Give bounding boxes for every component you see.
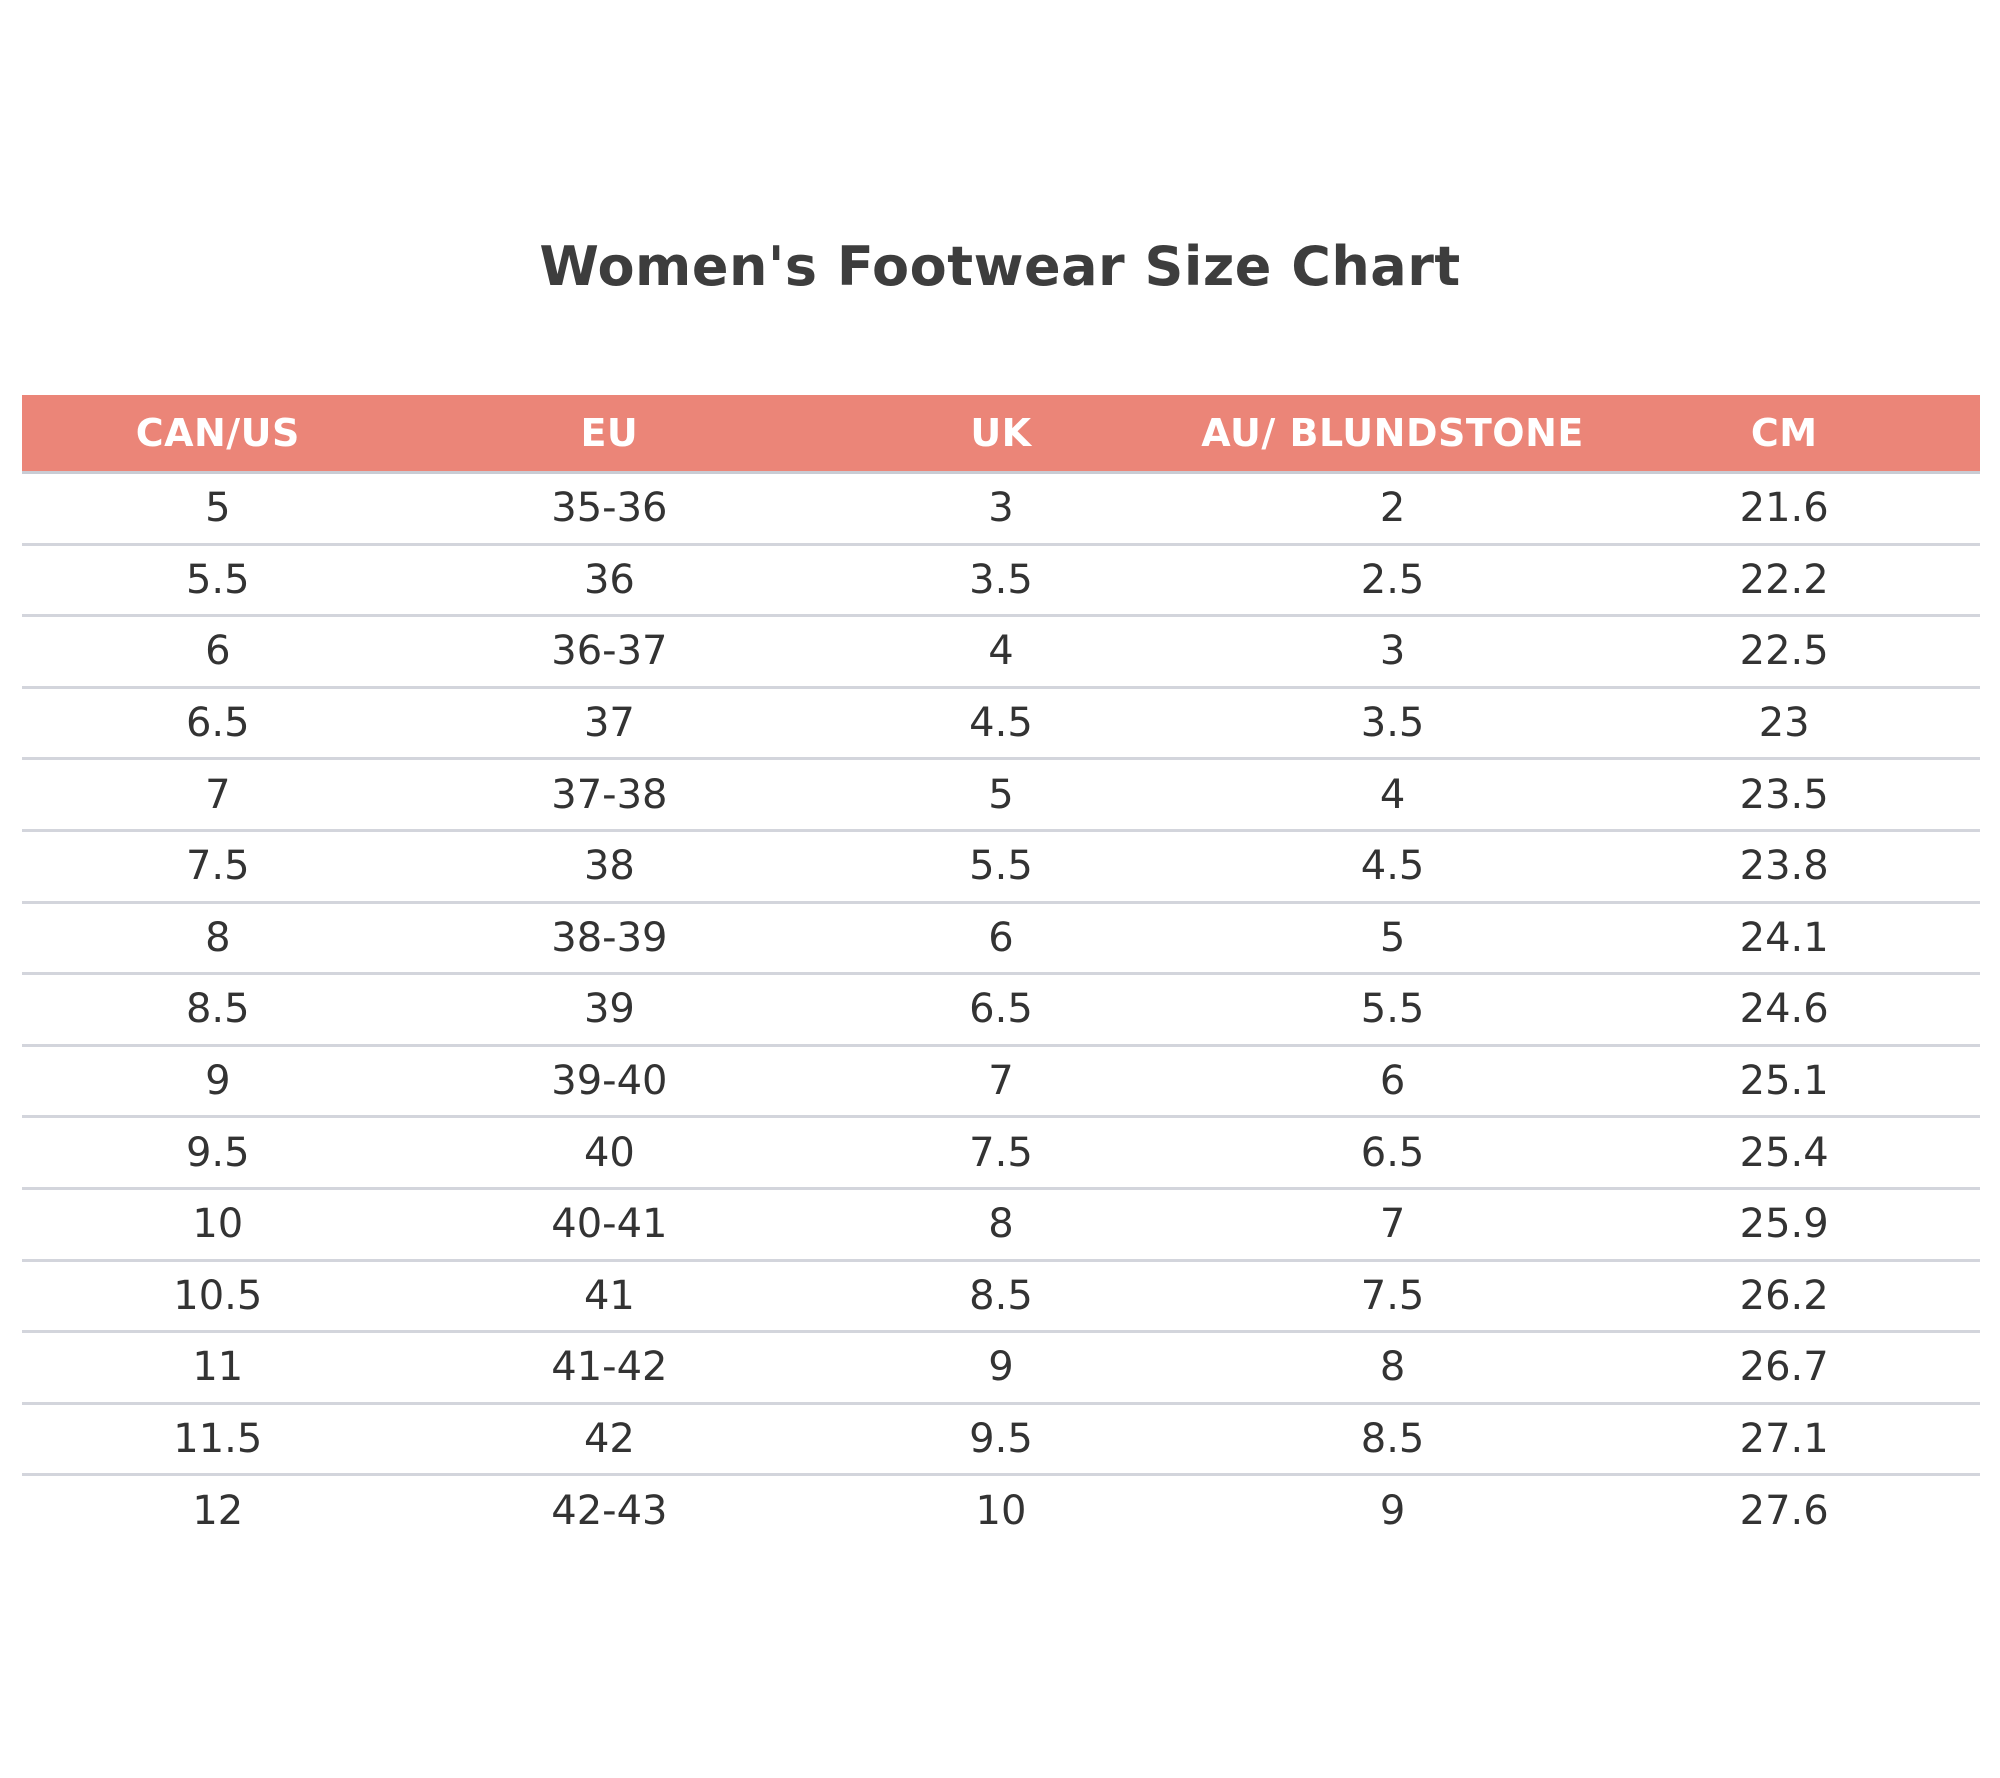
table-row	[22, 616, 1980, 688]
cell-eu: 41	[583, 1272, 635, 1319]
cell-can-us: 5.5	[185, 556, 250, 603]
cell-can-us: 11	[192, 1344, 244, 1391]
cell-eu: 37-38	[551, 771, 668, 818]
cell-cm: 21.6	[1739, 485, 1829, 532]
table-row	[22, 687, 1980, 759]
cell-cm: 23	[1758, 700, 1810, 747]
cell-eu: 38-39	[551, 914, 668, 961]
cell-can-us: 6	[205, 628, 231, 675]
cell-eu: 40	[583, 1129, 635, 1176]
cell-au-blundstone: 5	[1379, 914, 1406, 961]
size-table	[22, 395, 1980, 1546]
table-row	[22, 902, 1980, 974]
cell-uk: 9.5	[969, 1416, 1033, 1463]
cell-eu: 38	[583, 843, 635, 890]
cell-eu: 39-40	[551, 1058, 668, 1105]
cell-cm: 25.1	[1739, 1058, 1829, 1105]
cell-au-blundstone: 8	[1379, 1344, 1406, 1391]
cell-can-us: 12	[192, 1488, 244, 1535]
cell-au-blundstone: 5.5	[1360, 986, 1425, 1033]
table-row	[22, 1188, 1980, 1260]
table-header	[22, 395, 1980, 473]
cell-uk: 6	[988, 914, 1014, 961]
cell-cm: 23.5	[1739, 771, 1829, 818]
cell-can-us: 7.5	[185, 843, 250, 890]
column-header-eu: EU	[580, 411, 639, 455]
cell-cm: 25.9	[1739, 1201, 1829, 1248]
column-header-cm: CM	[1750, 411, 1818, 455]
cell-can-us: 7	[205, 771, 231, 818]
column-header-uk: UK	[970, 411, 1032, 455]
cell-cm: 26.7	[1739, 1344, 1829, 1391]
table-body	[22, 473, 1980, 1547]
table-row	[22, 1332, 1980, 1404]
table-row	[22, 1045, 1980, 1117]
cell-uk: 10	[975, 1488, 1027, 1535]
cell-can-us: 11.5	[173, 1416, 263, 1463]
cell-cm: 25.4	[1739, 1129, 1829, 1176]
cell-au-blundstone: 4.5	[1360, 843, 1425, 890]
cell-au-blundstone: 7	[1379, 1201, 1406, 1248]
cell-cm: 24.6	[1739, 986, 1829, 1033]
cell-uk: 7.5	[969, 1129, 1033, 1176]
cell-au-blundstone: 6.5	[1360, 1129, 1425, 1176]
table-row	[22, 759, 1980, 831]
cell-can-us: 10	[192, 1201, 244, 1248]
cell-au-blundstone: 9	[1379, 1488, 1406, 1535]
cell-can-us: 8.5	[185, 986, 250, 1033]
cell-uk: 5	[988, 771, 1014, 818]
cell-eu: 40-41	[551, 1201, 668, 1248]
cell-cm: 23.8	[1739, 843, 1829, 890]
cell-cm: 27.1	[1739, 1416, 1829, 1463]
table-row	[22, 1260, 1980, 1332]
cell-eu: 39	[583, 986, 635, 1033]
cell-eu: 42	[583, 1416, 635, 1463]
cell-uk: 3.5	[969, 556, 1033, 603]
header-row	[22, 395, 1980, 473]
cell-eu: 41-42	[551, 1344, 668, 1391]
cell-eu: 35-36	[551, 485, 668, 532]
cell-uk: 3	[988, 485, 1014, 532]
cell-au-blundstone: 8.5	[1360, 1416, 1425, 1463]
cell-cm: 24.1	[1739, 914, 1829, 961]
column-header-au-blundstone: AU/ BLUNDSTONE	[1201, 411, 1584, 455]
cell-eu: 36	[583, 556, 635, 603]
cell-can-us: 9.5	[185, 1129, 250, 1176]
cell-uk: 4	[988, 628, 1014, 675]
cell-can-us: 8	[205, 914, 231, 961]
cell-au-blundstone: 3.5	[1360, 700, 1425, 747]
cell-uk: 6.5	[969, 986, 1033, 1033]
cell-au-blundstone: 6	[1379, 1058, 1406, 1105]
cell-uk: 9	[988, 1344, 1014, 1391]
cell-cm: 22.2	[1739, 556, 1829, 603]
cell-au-blundstone: 2.5	[1360, 556, 1425, 603]
cell-au-blundstone: 4	[1379, 771, 1406, 818]
cell-uk: 4.5	[969, 700, 1033, 747]
table-row	[22, 544, 1980, 616]
cell-uk: 5.5	[969, 843, 1033, 890]
cell-can-us: 10.5	[173, 1272, 263, 1319]
cell-cm: 22.5	[1739, 628, 1829, 675]
cell-cm: 27.6	[1739, 1488, 1829, 1535]
table-row	[22, 473, 1980, 545]
cell-uk: 7	[988, 1058, 1014, 1105]
table-row	[22, 1475, 1980, 1547]
cell-can-us: 6.5	[185, 700, 250, 747]
cell-au-blundstone: 7.5	[1360, 1272, 1425, 1319]
table-row	[22, 830, 1980, 902]
cell-can-us: 9	[205, 1058, 231, 1105]
cell-uk: 8	[988, 1201, 1014, 1248]
cell-eu: 42-43	[551, 1488, 668, 1535]
cell-eu: 36-37	[551, 628, 668, 675]
cell-cm: 26.2	[1739, 1272, 1829, 1319]
cell-au-blundstone: 2	[1379, 485, 1406, 532]
column-header-can-us: CAN/US	[135, 411, 300, 455]
cell-uk: 8.5	[969, 1272, 1033, 1319]
table-row	[22, 1403, 1980, 1475]
page-title: Women's Footwear Size Chart	[539, 235, 1461, 298]
cell-au-blundstone: 3	[1379, 628, 1406, 675]
cell-eu: 37	[583, 700, 635, 747]
table-row	[22, 974, 1980, 1046]
cell-can-us: 5	[205, 485, 231, 532]
table-row	[22, 1117, 1980, 1189]
